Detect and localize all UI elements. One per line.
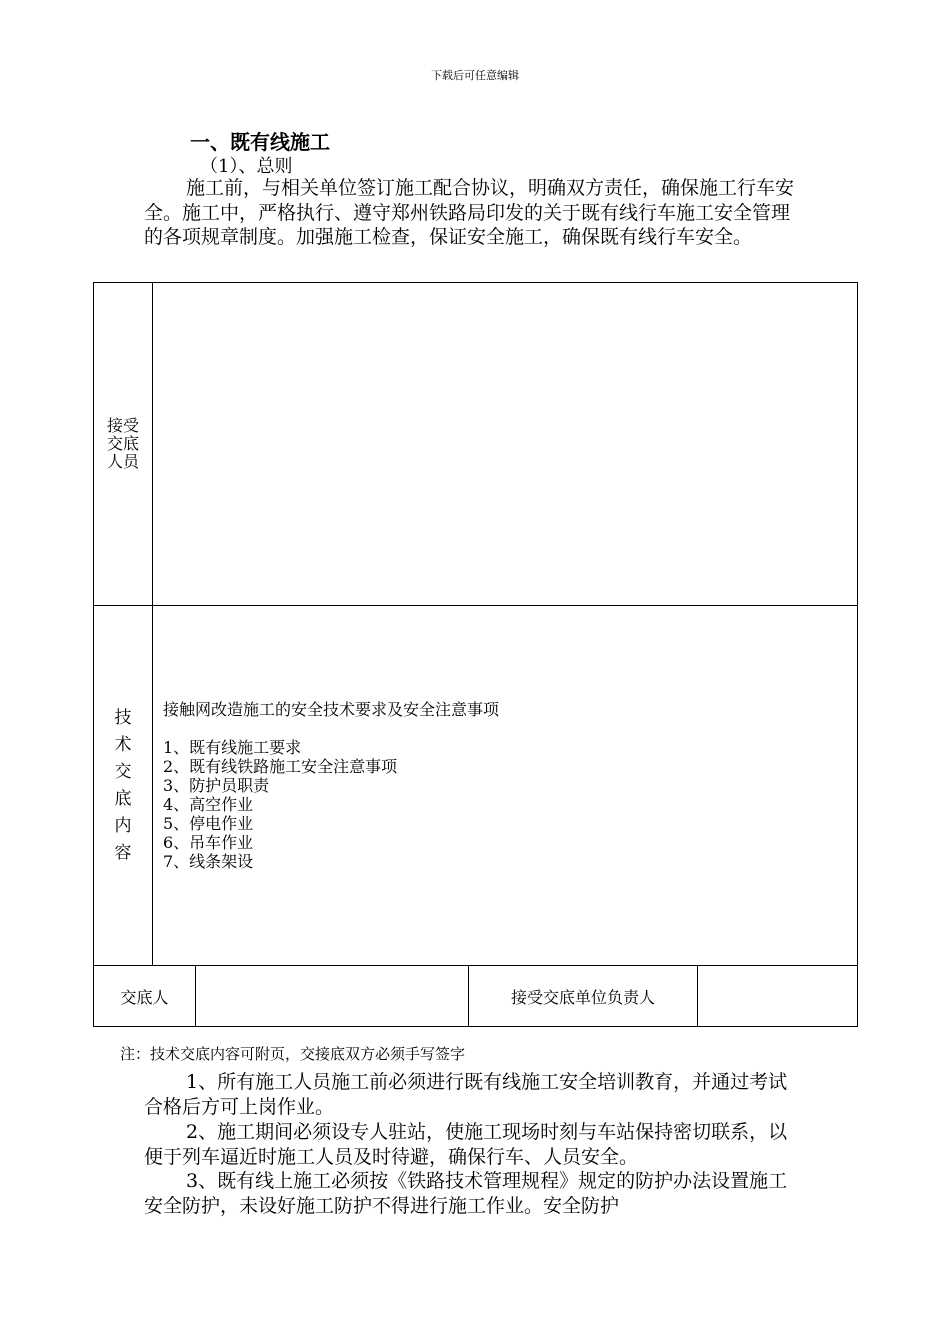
intro-paragraph: 施工前，与相关单位签订施工配合协议，明确双方责任，确保施工行车安全。施工中，严格执行、遵守郑州铁路局印发的关于既有线行车施工安全管理的各项规章制度。加强施工检查，保证安全施工，确保既有线行车安全。 — [144, 177, 795, 248]
content-item: 5、停电作业 — [163, 814, 254, 833]
content-label-char: 术 — [114, 734, 132, 755]
content-label-char: 技 — [114, 707, 132, 728]
receiver-unit-leader-label: 接受交底单位负责人 — [469, 966, 698, 1027]
content-label-cell — [94, 606, 153, 966]
content-label-char: 容 — [114, 842, 132, 863]
content-item: 4、高空作业 — [163, 795, 254, 814]
table-note: 注：技术交底内容可附页，交接底双方必须手写签字 — [120, 1045, 466, 1063]
body-paragraph: 3、既有线上施工必须按《铁路技术管理规程》规定的防护办法设置施工安全防护，未设好施工防护不得进行施工作业。安全防护 — [144, 1170, 788, 1217]
subsection-title: （1）、总则 — [200, 156, 293, 177]
discloser-signature[interactable] — [196, 966, 469, 1027]
receivers-label: 接受交底人员 — [106, 416, 139, 471]
content-label-char: 交 — [114, 761, 132, 782]
content-item: 6、吊车作业 — [163, 833, 254, 852]
content-title: 接触网改造施工的安全技术要求及安全注意事项 — [163, 700, 500, 719]
content-item: 1、既有线施工要求 — [163, 738, 302, 757]
discloser-label: 交底人 — [94, 966, 196, 1027]
content-item: 7、线条架设 — [163, 852, 254, 871]
disclosure-table — [93, 282, 858, 1027]
receivers-signature-area[interactable] — [153, 283, 858, 606]
content-item: 2、既有线铁路施工安全注意事项 — [163, 757, 398, 776]
body-paragraph: 2、施工期间必须设专人驻站，使施工现场时刻与车站保持密切联系，以便于列车逼近时施工人员及时待避，确保行车、人员安全。 — [144, 1121, 788, 1168]
content-cell — [153, 606, 858, 966]
receivers-label-cell — [94, 283, 153, 606]
body-paragraph: 1、所有施工人员施工前必须进行既有线施工安全培训教育，并通过考试合格后方可上岗作业。 — [144, 1071, 788, 1118]
section-title: 一、既有线施工 — [190, 130, 330, 154]
header-note: 下载后可任意编辑 — [431, 69, 519, 82]
content-item: 3、防护员职责 — [163, 776, 270, 795]
content-label-char: 底 — [114, 788, 132, 809]
receiver-unit-leader-signature[interactable] — [698, 966, 858, 1027]
content-label-char: 内 — [114, 815, 132, 836]
